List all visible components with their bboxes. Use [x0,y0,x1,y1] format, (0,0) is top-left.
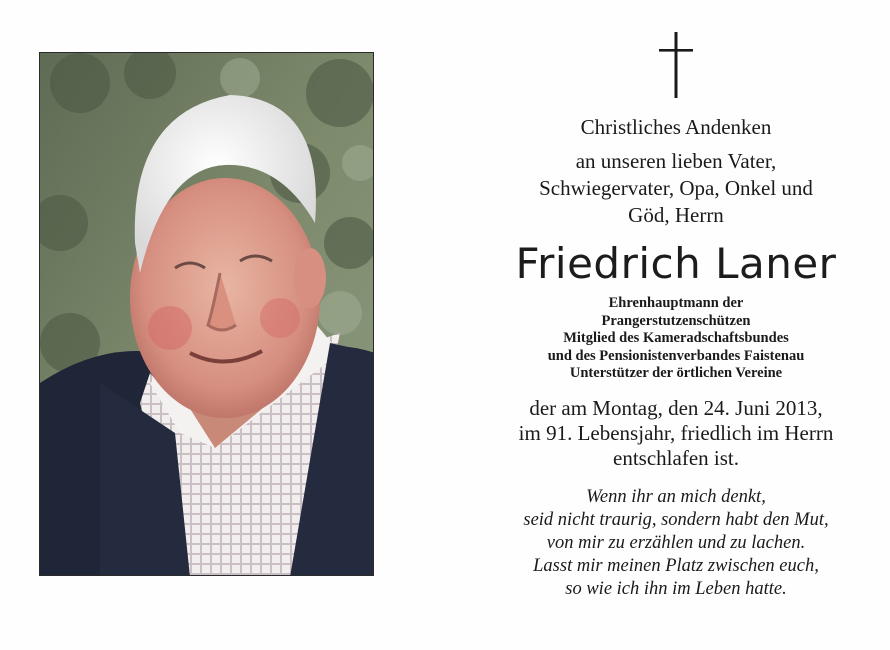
honors-list [470,295,882,383]
poem-line: von mir zu erzählen und zu lachen. [546,533,806,553]
death-notice-line: entschlafen ist. [613,446,739,470]
honors-line: und des Pensionistenverbandes Faistenau [547,347,805,364]
portrait-photo [39,52,374,576]
poem-line: so wie ich ihn im Leben hatte. [565,579,787,599]
poem-line: Wenn ihr an mich denkt, [586,487,766,507]
honors-line: Mitglied des Kameradschaftsbundes [563,330,789,346]
death-notice-line: im 91. Lebensjahr, friedlich im Herrn [518,421,834,445]
death-notice [470,396,882,471]
poem-line: seid nicht traurig, sondern habt den Mut, [523,510,829,530]
dedication-line: Göd, Herrn [628,203,724,227]
honors-line: Ehrenhauptmann der [608,295,744,311]
dedication [470,148,882,229]
dedication-line: Schwiegervater, Opa, Onkel und [539,176,813,200]
latin-cross-icon [658,32,694,98]
honors-line: Unterstützer der örtlichen Vereine [569,365,783,381]
deceased-name: Friedrich Laner [515,239,837,288]
poem [470,486,882,601]
honors-line: Prangerstutzenschützen [601,312,751,329]
andenken-heading: Christliches Andenken [580,115,772,139]
poem-line: Lasst mir meinen Platz zwischen euch, [533,556,819,576]
death-notice-line: der am Montag, den 24. Juni 2013, [529,396,823,420]
dedication-line: an unseren lieben Vater, [575,149,777,173]
portrait-illustration [40,53,374,576]
